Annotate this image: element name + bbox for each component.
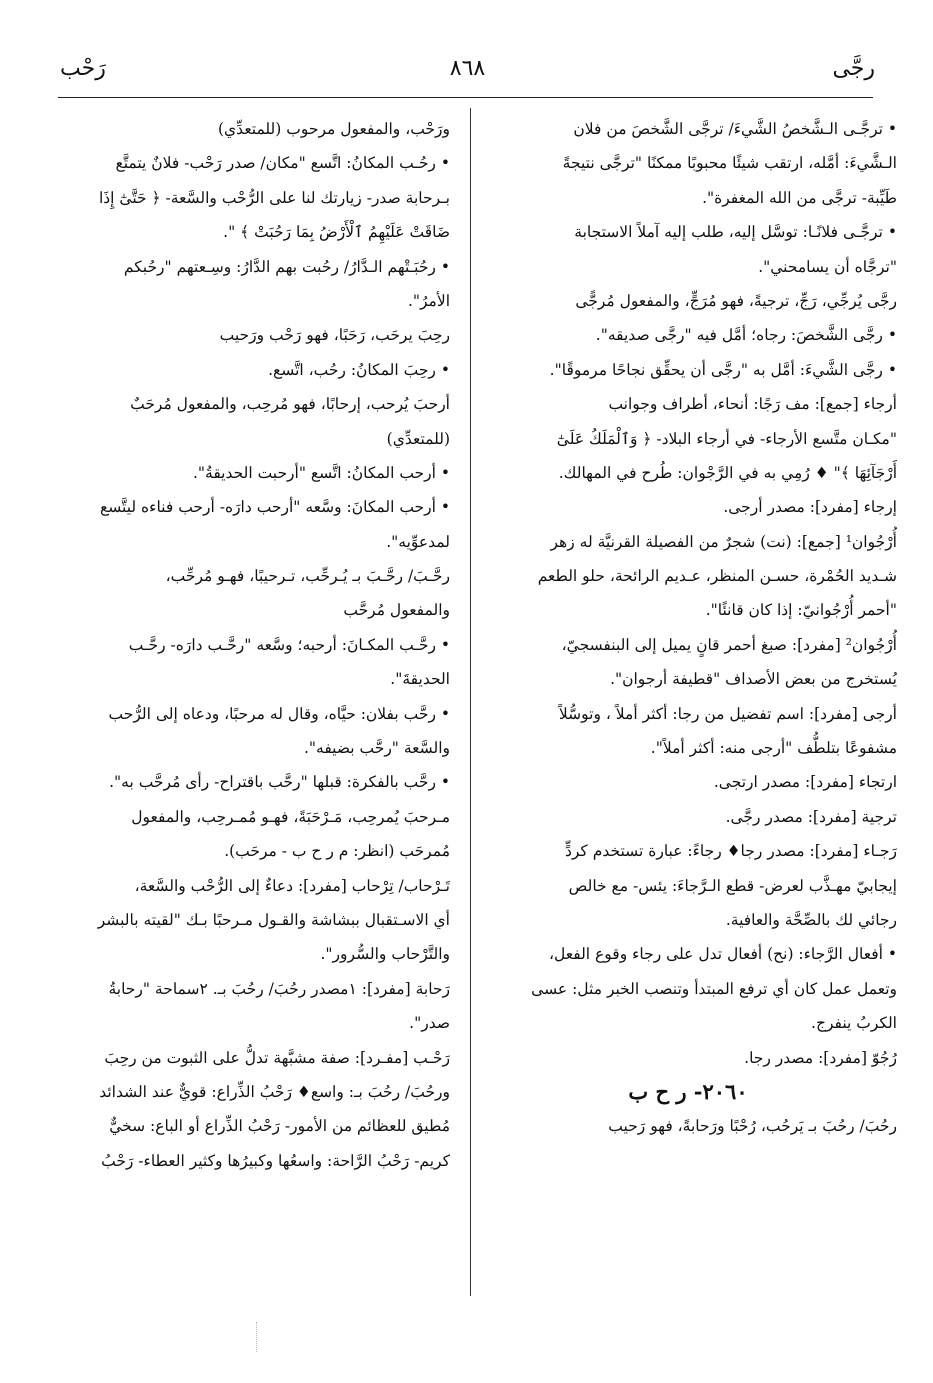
header-first-entry: رجَّى (832, 56, 875, 81)
text-line: "ترجَّاه أن يسامحني". (758, 257, 897, 276)
text-line: • أرحب المكانُ: اتَّسع "أرحبت الحديقةُ". (192, 463, 450, 482)
text-line: • رحُـب المكانُ: اتَّسع "مكان/ صدر رَحْب- فلانٌ يتمتَّع (115, 154, 450, 173)
text-line: طَيِّبة- ترجَّى من الله المغفرة". (702, 188, 897, 207)
text-line: إيجابيّ مهـذَّب لعرض- قطع الـرَّجاءَ: يئس- مع خالص (568, 876, 897, 895)
text-line: • أرحب المكانَ: وسَّعه "أرحب دارَه- أرحب فناءه ليتَّسع (99, 498, 450, 517)
text-line: رحِبَ يرحَب، رَحَبًا، فهو رَحْب ورَحيب (219, 326, 450, 345)
text-line: يُستخرج من بعض الأصداف "قطيفة أرجوان". (610, 670, 897, 689)
text-line: والتَّرْحاب والسُّرور". (320, 945, 450, 964)
text-line: • رحَّب بفلان: حيَّاه، وقال له مرحبًا، ودعاه إلى الرُّحب (108, 704, 450, 723)
text-line: إرجاء [مفرد]: مصدر أرجى. (723, 498, 897, 517)
text-line: تَـرْحاب/ تِرْحاب [مفرد]: دعاءٌ إلى الرُّحْب والسَّعة، (134, 876, 450, 895)
text-line: صدر". (409, 1014, 450, 1033)
text-line: ورَحْب، والمفعول مرحوب (للمتعدِّي) (218, 120, 450, 138)
text-line: ضَاقَتْ عَلَيْهِمُ ٱلْأَرْضُ بِمَا رَحُبَتْ ﴾ ". (223, 223, 450, 242)
header-rule (58, 97, 873, 98)
page-header (60, 56, 875, 90)
text-line: مُطيق للعظائم من الأمور- رَحْبُ الذِّراع أو الباع: سخيٌّ (109, 1117, 450, 1136)
text-line: رَحْـب [مفـرد]: صفة مشبَّهة تدلُّ على الثبوت من رحِبَ (104, 1048, 450, 1067)
text-line: وتعمل عمل كان أي ترفع المبتدأ وتنصب الخبر مثل: عسى (531, 979, 897, 998)
text-line: أَرْجَآئِهَا ﴾" ♦ رُمِي به في الرَّجْوان: طُرح في المهالك. (558, 463, 897, 482)
text-line: أرجاء [جمع]: مف رَجًا: أنحاء، أطراف وجوانب (608, 395, 897, 414)
text-line: أُرْجُوان² [مفرد]: صبغ أحمر قانٍ يميل إلى البنفسجيّ، (561, 635, 897, 654)
text-line: (للمتعدِّي) (386, 429, 450, 448)
text-line: رُجُوّ [مفرد]: مصدر رجا. (744, 1048, 897, 1067)
text-line: "مكـان متَّسع الأرجاء- في أرجاء البلاد- ﴿ وَٱلْمَلَكُ عَلَىٰٓ (556, 429, 897, 448)
text-line: أي الاسـتقبال ببشاشة والقـول مـرحبًا بـك "لقيته بالبشر (97, 910, 450, 929)
text-line: رجَّى يُرجِّي، رَجِّ، ترجيةً، فهو مُرَجٍّ، والمفعول مُرجًّى (575, 291, 897, 310)
text-line: شـديد الحُمْرة، حسـن المنظر، عـديم الرائحة، حلو الطعم (537, 567, 897, 586)
root-section-heading: ٢٠٦٠- ر ح ب (628, 1078, 748, 1104)
text-line: رَجـاء [مفرد]: مصدر رجا♦ رجاءً: عبارة تستخدم كردٍّ (564, 842, 897, 861)
text-line: مشفوعًا بتلطُّف "أرجى منه: أكثر أملاً". (650, 739, 897, 758)
text-line: أُرْجُوان¹ [جمع]: (نت) شجرٌ من الفصيلة القرنيَّة له زهر (550, 532, 897, 551)
text-line: • ترجَّـى الـشَّخصُ الشَّيءَ/ ترجَّى الشَّخصَ من فلان (573, 120, 897, 138)
text-line: ارتجاء [مفرد]: مصدر ارتجى. (713, 773, 897, 792)
header-last-entry: رَحْب (60, 56, 106, 81)
text-line: رَحابة [مفرد]: ١مصدر رحُبَ/ رحُبَ بـ. ٢سماحة "رحابةُ (108, 979, 450, 998)
text-line: • رحُبَـتْهم الـدَّارُ/ رحُبت بهم الدَّارُ: وسِـعتهم "رحُبكم (123, 257, 450, 276)
right-column (479, 112, 897, 1144)
text-line: الأمرُ". (407, 291, 450, 310)
text-line: أرجى [مفرد]: اسم تفضيل من رجا: أكثر أملاً ، وتوسُّلاً (558, 704, 897, 723)
text-line: الـشَّيءَ: أمَّله، ارتقب شيئًا محبوبًا ممكنًا "ترجَّى نتيجةً (562, 154, 897, 173)
text-line: مُمرحَب (انظر: م ر ح ب - مرحَب). (224, 842, 450, 861)
text-line: رحُبَ/ رحُبَ بـ يَرحُب، رُحْبًا ورَحابةً، فهو رَحيب (608, 1117, 897, 1136)
text-line: بـرحابة صدر- زيارتك لنا على الرُّحْب والسَّعة- ﴿ حَتَّىٰٓ إِذَا (98, 188, 450, 207)
text-line: الكربُ ينفرج. (811, 1014, 897, 1033)
text-line: رحَّـبَ/ رحَّـبَ بـ يُـرحِّب، تـرحيبًا، فهـو مُرحِّب، (165, 567, 450, 586)
text-line: • ترجَّـى فلانًـا: توسَّل إليه، طلب إليه آملاً الاستجابة (574, 223, 897, 242)
text-line: رجائي لك بالصِّحَّة والعافية. (725, 910, 897, 929)
text-line: كريم- رَحْبُ الرَّاحة: واسعُها وكبيرُها وكثير العطاء- رَحْبُ (101, 1151, 450, 1170)
text-line: ترجية [مفرد]: مصدر رجَّى. (725, 807, 897, 826)
text-line: ورحُبَ/ رحُبَ بـ: واسع♦ رَحْبُ الذِّراع: قويٌّ عند الشدائد (99, 1082, 450, 1101)
text-line: "أحمر أُرْجُوانيّ: إذا كان قانئًا". (705, 601, 897, 620)
text-line: • أفعال الرَّجاء: (نح) أفعال تدل على رجاء وقوع الفعل، (549, 945, 897, 964)
left-column (32, 112, 450, 1178)
text-line: • رحَّـب المكـانَ: أرحبه؛ وسَّعه "رحَّـب دارَه- رحَّـب (128, 635, 450, 654)
text-line: لمدعوِّيه". (386, 532, 450, 551)
text-line: والمفعول مُرحَّب (343, 601, 450, 620)
text-line: الحديقةَ". (390, 670, 450, 689)
column-divider (470, 108, 471, 1296)
text-line: أرحبَ يُرحب، إرحابًا، فهو مُرحِب، والمفعول مُرحَبٌ (130, 395, 450, 414)
margin-mark (256, 1322, 265, 1352)
text-line: • رحِبَ المكانُ: رحُب، اتَّسع. (268, 360, 450, 379)
text-line: والسَّعة "رحَّب بضيفه". (303, 739, 450, 758)
text-line: مـرحبَ يُمرحِب، مَـرْحَبَةً، فهـو مُمـرحِب، والمفعول (131, 807, 450, 826)
text-line: • رجَّى الشَّخصَ: رجاه؛ أمَّل فيه "رجَّى صديقه". (595, 326, 897, 345)
text-line: • رحَّب بالفكرة: قبلها "رحَّب باقتراح- رأى مُرحَّب به". (109, 773, 450, 792)
text-line: • رجَّى الشَّيءَ: أمَّل به "رجَّى أن يحقِّق نجاحًا مرموقًا". (549, 360, 897, 379)
page-number: ٨٦٨ (449, 56, 486, 81)
